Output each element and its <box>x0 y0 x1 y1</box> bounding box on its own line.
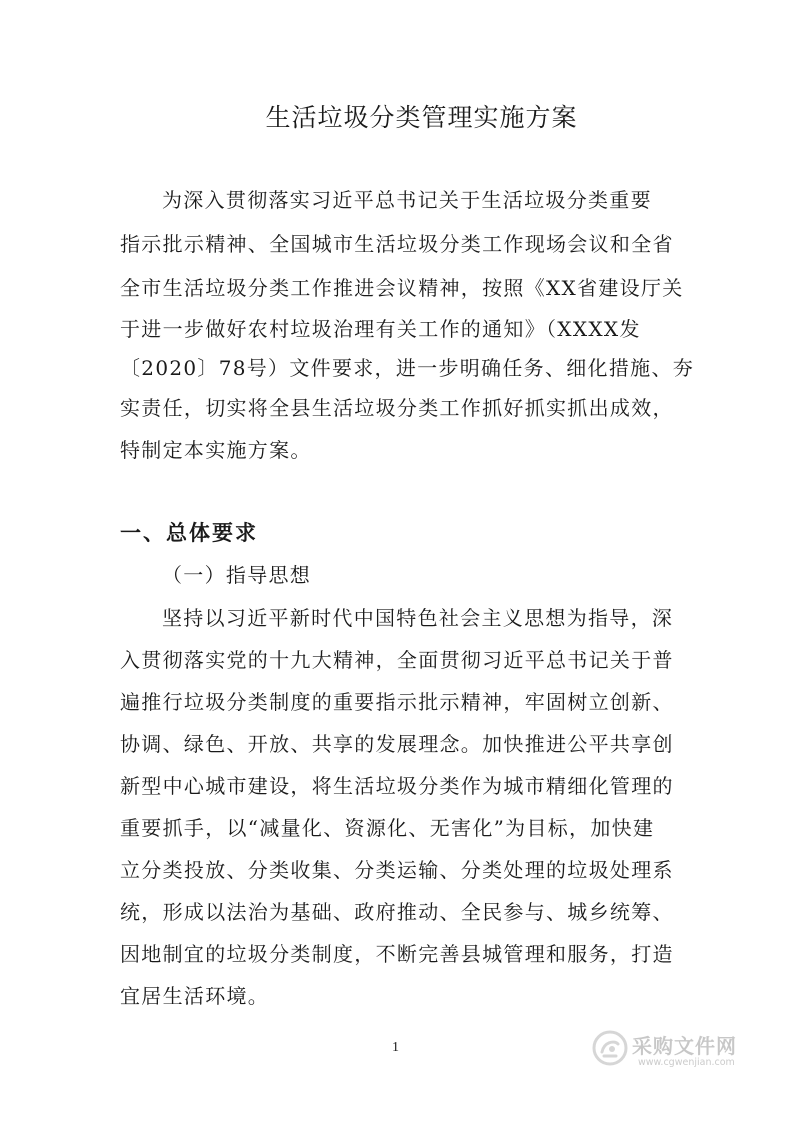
intro-line: 全市生活垃圾分类工作推进会议精神，按照《XX省建设厅关 <box>120 276 684 300</box>
body-line: 因地制宜的垃圾分类制度，不断完善县城管理和服务，打造 <box>120 942 674 966</box>
body-line: 宜居生活环境。 <box>120 984 270 1008</box>
watermark-url: www.cgwenjian.com <box>638 1057 735 1068</box>
body-line: 新型中心城市建设，将生活垃圾分类作为城市精细化管理的 <box>120 774 674 798</box>
subsection-heading: （一）指导思想 <box>162 563 312 587</box>
body-line: 协调、绿色、开放、共享的发展理念。加快推进公平共享创 <box>120 732 674 756</box>
intro-line: 指示批示精神、全国城市生活垃圾分类工作现场会议和全省 <box>120 232 674 256</box>
body-line: 立分类投放、分类收集、分类运输、分类处理的垃圾处理系 <box>120 858 674 882</box>
body-line: 入贯彻落实党的十九大精神，全面贯彻习近平总书记关于普 <box>120 648 674 672</box>
page-number: 1 <box>392 1040 399 1055</box>
intro-line: 于进一步做好农村垃圾治理有关工作的通知》（XXXX发 <box>120 317 641 341</box>
body-line: 遍推行垃圾分类制度的重要指示批示精神，牢固树立创新、 <box>120 690 674 714</box>
document-title: 生活垃圾分类管理实施方案 <box>265 103 578 132</box>
intro-line: 特制定本实施方案。 <box>120 438 312 462</box>
section-heading: 一、总体要求 <box>120 521 258 545</box>
watermark-name: 采购文件网 <box>632 1034 737 1058</box>
body-line: 统，形成以法治为基础、政府推动、全民参与、城乡统筹、 <box>120 900 674 924</box>
body-line: 重要抓手，以“减量化、资源化、无害化”为目标，加快建 <box>120 816 655 840</box>
intro-line: 实责任，切实将全县生活垃圾分类工作抓好抓实抓出成效， <box>120 396 674 420</box>
intro-line: 〔2020〕78号）文件要求，进一步明确任务、细化措施、夯 <box>120 356 695 380</box>
watermark <box>592 1028 762 1074</box>
intro-line: 为深入贯彻落实习近平总书记关于生活垃圾分类重要 <box>162 188 652 212</box>
cgwenjian-logo-icon <box>592 1030 628 1066</box>
body-line: 坚持以习近平新时代中国特色社会主义思想为指导，深 <box>162 606 674 630</box>
